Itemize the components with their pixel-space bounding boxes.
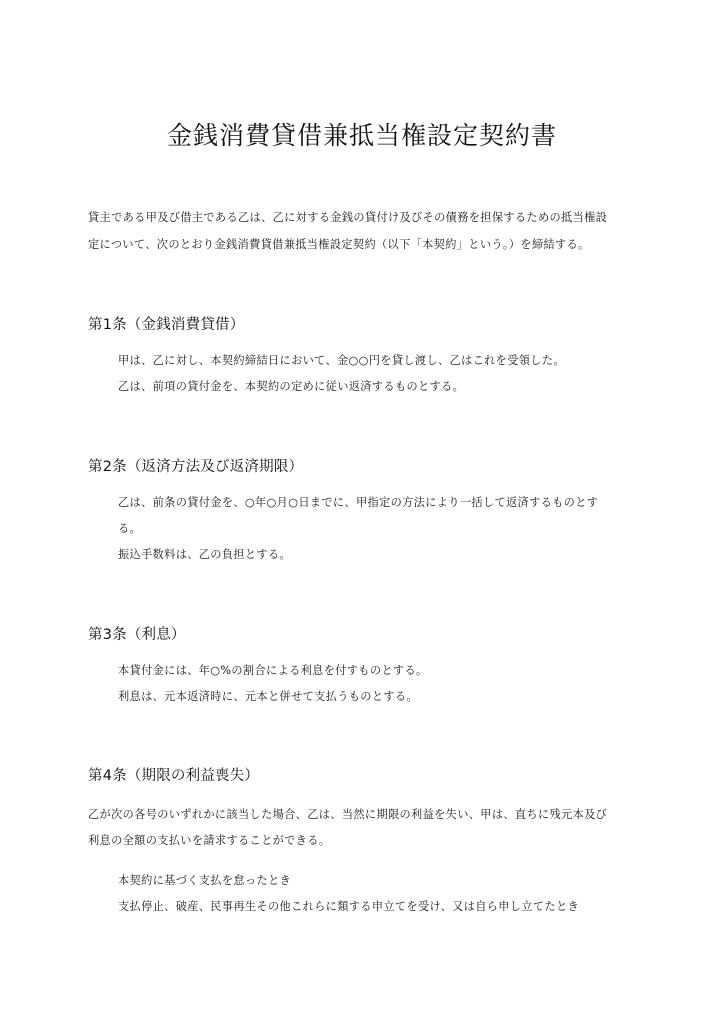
article-3-heading: 第3条（利息） [88, 627, 186, 643]
article-2-line-3: 振込手数料は、乙の負担とする。 [118, 548, 292, 561]
article-1-line-2: 乙は、前項の貸付金を、本契約の定めに従い返済するものとする。 [118, 380, 465, 393]
article-4-heading: 第4条（期限の利益喪失） [88, 768, 260, 784]
article-1-heading: 第1条（金銭消費貸借） [88, 317, 245, 333]
preamble-line-1: 貸主である甲及び借主である乙は、乙に対する金銭の貸付け及びその債務を担保するための抵当権設 [88, 211, 608, 224]
document-title: 金銭消費貸借兼抵当権設定契約書 [166, 121, 557, 150]
article-2-heading: 第2条（返済方法及び返済期限） [88, 459, 304, 475]
article-4-intro-line-1: 乙が次の各号のいずれかに該当した場合、乙は、当然に期限の利益を失い、甲は、直ちに残元本及び [88, 808, 608, 821]
article-3-line-1: 本貸付金には、年○%の割合による利息を付すものとする。 [118, 664, 428, 677]
article-4-item-2: 支払停止、破産、民事再生その他これらに類する申立てを受け、又は自ら申し立てたとき [118, 900, 580, 913]
article-4-intro-line-2: 利息の全額の支払いを請求することができる。 [88, 834, 331, 847]
article-3-line-2: 利息は、元本返済時に、元本と併せて支払うものとする。 [118, 690, 418, 703]
article-2-line-1: 乙は、前条の貸付金を、○年○月○日までに、甲指定の方法により一括して返済するものとす [118, 496, 599, 509]
article-2-line-2: る。 [118, 522, 142, 535]
article-1-line-1: 甲は、乙に対し、本契約締結日において、金○○円を貸し渡し、乙はこれを受領した。 [118, 354, 565, 367]
preamble-line-2: 定について、次のとおり金銭消費貸借兼抵当権設定契約（以下「本契約」という。）を締結する。 [88, 238, 590, 251]
article-4-item-1: 本契約に基づく支払を怠ったとき [118, 874, 292, 887]
